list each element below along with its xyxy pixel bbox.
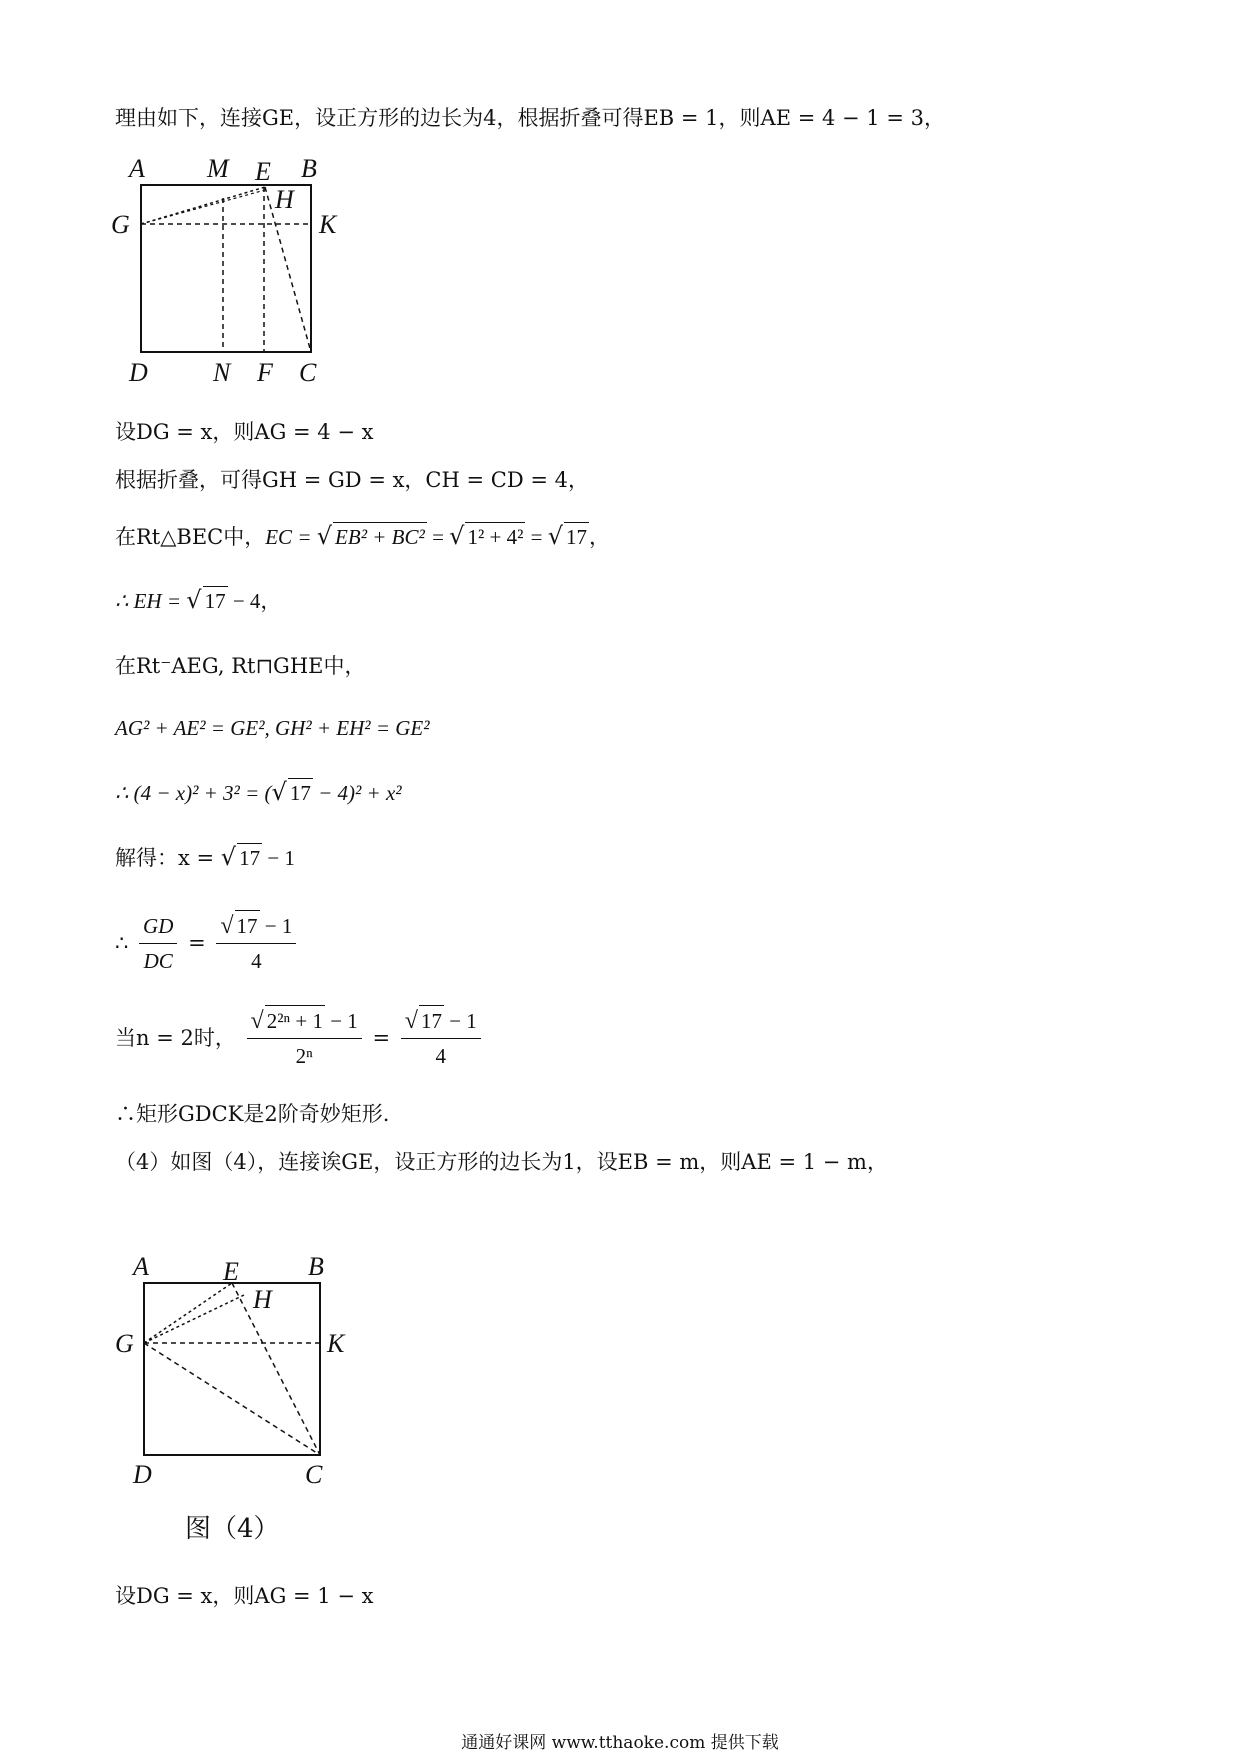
line4-radicand-3: 17 — [564, 522, 589, 551]
fraction-sqrt17: $\frac{√ 17 - 1}{4}$ — [216, 910, 296, 976]
text-line-13: （4）如图（4），连接诶GE，设正方形的边长为1，设EB = m，则AE = 1 − m， — [115, 1150, 888, 1174]
label-B: B — [308, 1252, 324, 1281]
frac2-num-b: − 1 — [259, 914, 293, 938]
frac4-num-b: − 1 — [443, 1009, 477, 1033]
line11-eq: = — [372, 1026, 397, 1050]
label-E: E — [255, 157, 271, 186]
figure-1-square-diagram — [105, 150, 365, 390]
line9-b: − 1 — [262, 846, 295, 870]
line5-b: − 4， — [227, 589, 282, 613]
line4-prefix: 在Rt△BEC中， — [115, 525, 266, 549]
fraction-2n: $\frac{\text{√ 2²ⁿ + 1 − 1}}{\text{2ⁿ}}$ — [247, 1005, 362, 1071]
text-line-5: ∴ EH = √ 17 − 4， — [115, 586, 282, 614]
label-B: B — [301, 154, 317, 183]
line11-pre: 当n = 2时， — [115, 1026, 236, 1050]
text-line-1: 理由如下，连接GE，设正方形的边长为4，根据折叠可得EB = 1，则AE = 4 − 1 = 3， — [115, 106, 945, 130]
label-G: G — [115, 1329, 134, 1358]
line8-a: ∴ (4 − x)² + 3² = ( — [115, 781, 272, 805]
label-N: N — [213, 358, 231, 387]
fraction-sqrt17-b: $\frac{√ 17 - 1}{4}$ — [401, 1005, 481, 1071]
figure-4-square-diagram — [105, 1245, 365, 1500]
line4-mid: = — [426, 525, 450, 549]
frac4-den: 4 — [435, 1044, 447, 1068]
label-A: A — [133, 1252, 149, 1281]
label-K: K — [319, 210, 337, 239]
frac2-den: 4 — [251, 949, 262, 973]
line8-b: − 4)² + x² — [312, 781, 402, 805]
frac1-den: DC — [143, 948, 173, 973]
line10-pre: ∴ — [115, 931, 136, 955]
figure-4-caption: 图（4） — [185, 1514, 280, 1544]
text-line-12: ∴矩形GDCK是2阶奇妙矩形. — [115, 1102, 390, 1126]
label-C: C — [305, 1460, 323, 1489]
frac3-num-b: − 1 — [324, 1009, 358, 1033]
label-H: H — [275, 185, 294, 214]
label-H: H — [253, 1285, 272, 1314]
line4-radicand-2: 1² + 4² — [465, 522, 525, 551]
frac2-radicand: 17 — [235, 910, 260, 941]
line4-radicand-1: EB² + BC² — [333, 522, 427, 551]
label-K: K — [327, 1329, 345, 1358]
fraction-gd-dc — [139, 911, 177, 976]
page-footer: 通通好课网 www.tthaoke.com 提供下载 — [461, 1733, 779, 1753]
text-line-11 — [115, 1005, 485, 1071]
frac4-radicand: 17 — [419, 1005, 444, 1036]
text-line-4: 在Rt△BEC中，EC = √ EB² + BC² = √ 1² + 4² = √ 17， — [115, 522, 611, 550]
line9-radicand: 17 — [237, 843, 262, 872]
text-line-10 — [115, 910, 300, 976]
frac3-radicand: 2²ⁿ + 1 — [265, 1005, 325, 1036]
label-D: D — [129, 358, 148, 387]
line8-radicand: 17 — [288, 778, 313, 807]
text-line-9: 解得：x = √ 17 − 1 — [115, 843, 295, 871]
text-line-3: 根据折叠，可得GH = GD = x，CH = CD = 4， — [115, 468, 589, 492]
label-C: C — [299, 358, 317, 387]
label-A: A — [129, 154, 145, 183]
text-line-14: 设DG = x，则AG = 1 − x — [115, 1584, 374, 1608]
line5-radicand: 17 — [203, 586, 228, 615]
text-line-7: AG² + AE² = GE², GH² + EH² = GE² — [115, 716, 430, 740]
line4-end: ， — [589, 525, 611, 549]
label-M: M — [207, 154, 229, 183]
label-D: D — [133, 1460, 152, 1489]
text-line-6: 在Rt⁻AEG, Rt⊓GHE中， — [115, 654, 366, 678]
line5-a: ∴ EH = — [115, 589, 187, 613]
text-line-2: 设DG = x，则AG = 4 − x — [115, 420, 374, 444]
frac1-num: GD — [139, 911, 177, 944]
line9-a: 解得：x = — [115, 846, 221, 870]
label-G: G — [111, 210, 130, 239]
label-F: F — [257, 358, 273, 387]
line4-eq: EC = — [265, 525, 317, 549]
label-E: E — [223, 1257, 239, 1286]
frac3-den: 2ⁿ — [295, 1044, 313, 1068]
line10-eq: = — [188, 931, 213, 955]
text-line-8: ∴ (4 − x)² + 3² = (√ 17 − 4)² + x² — [115, 778, 402, 806]
